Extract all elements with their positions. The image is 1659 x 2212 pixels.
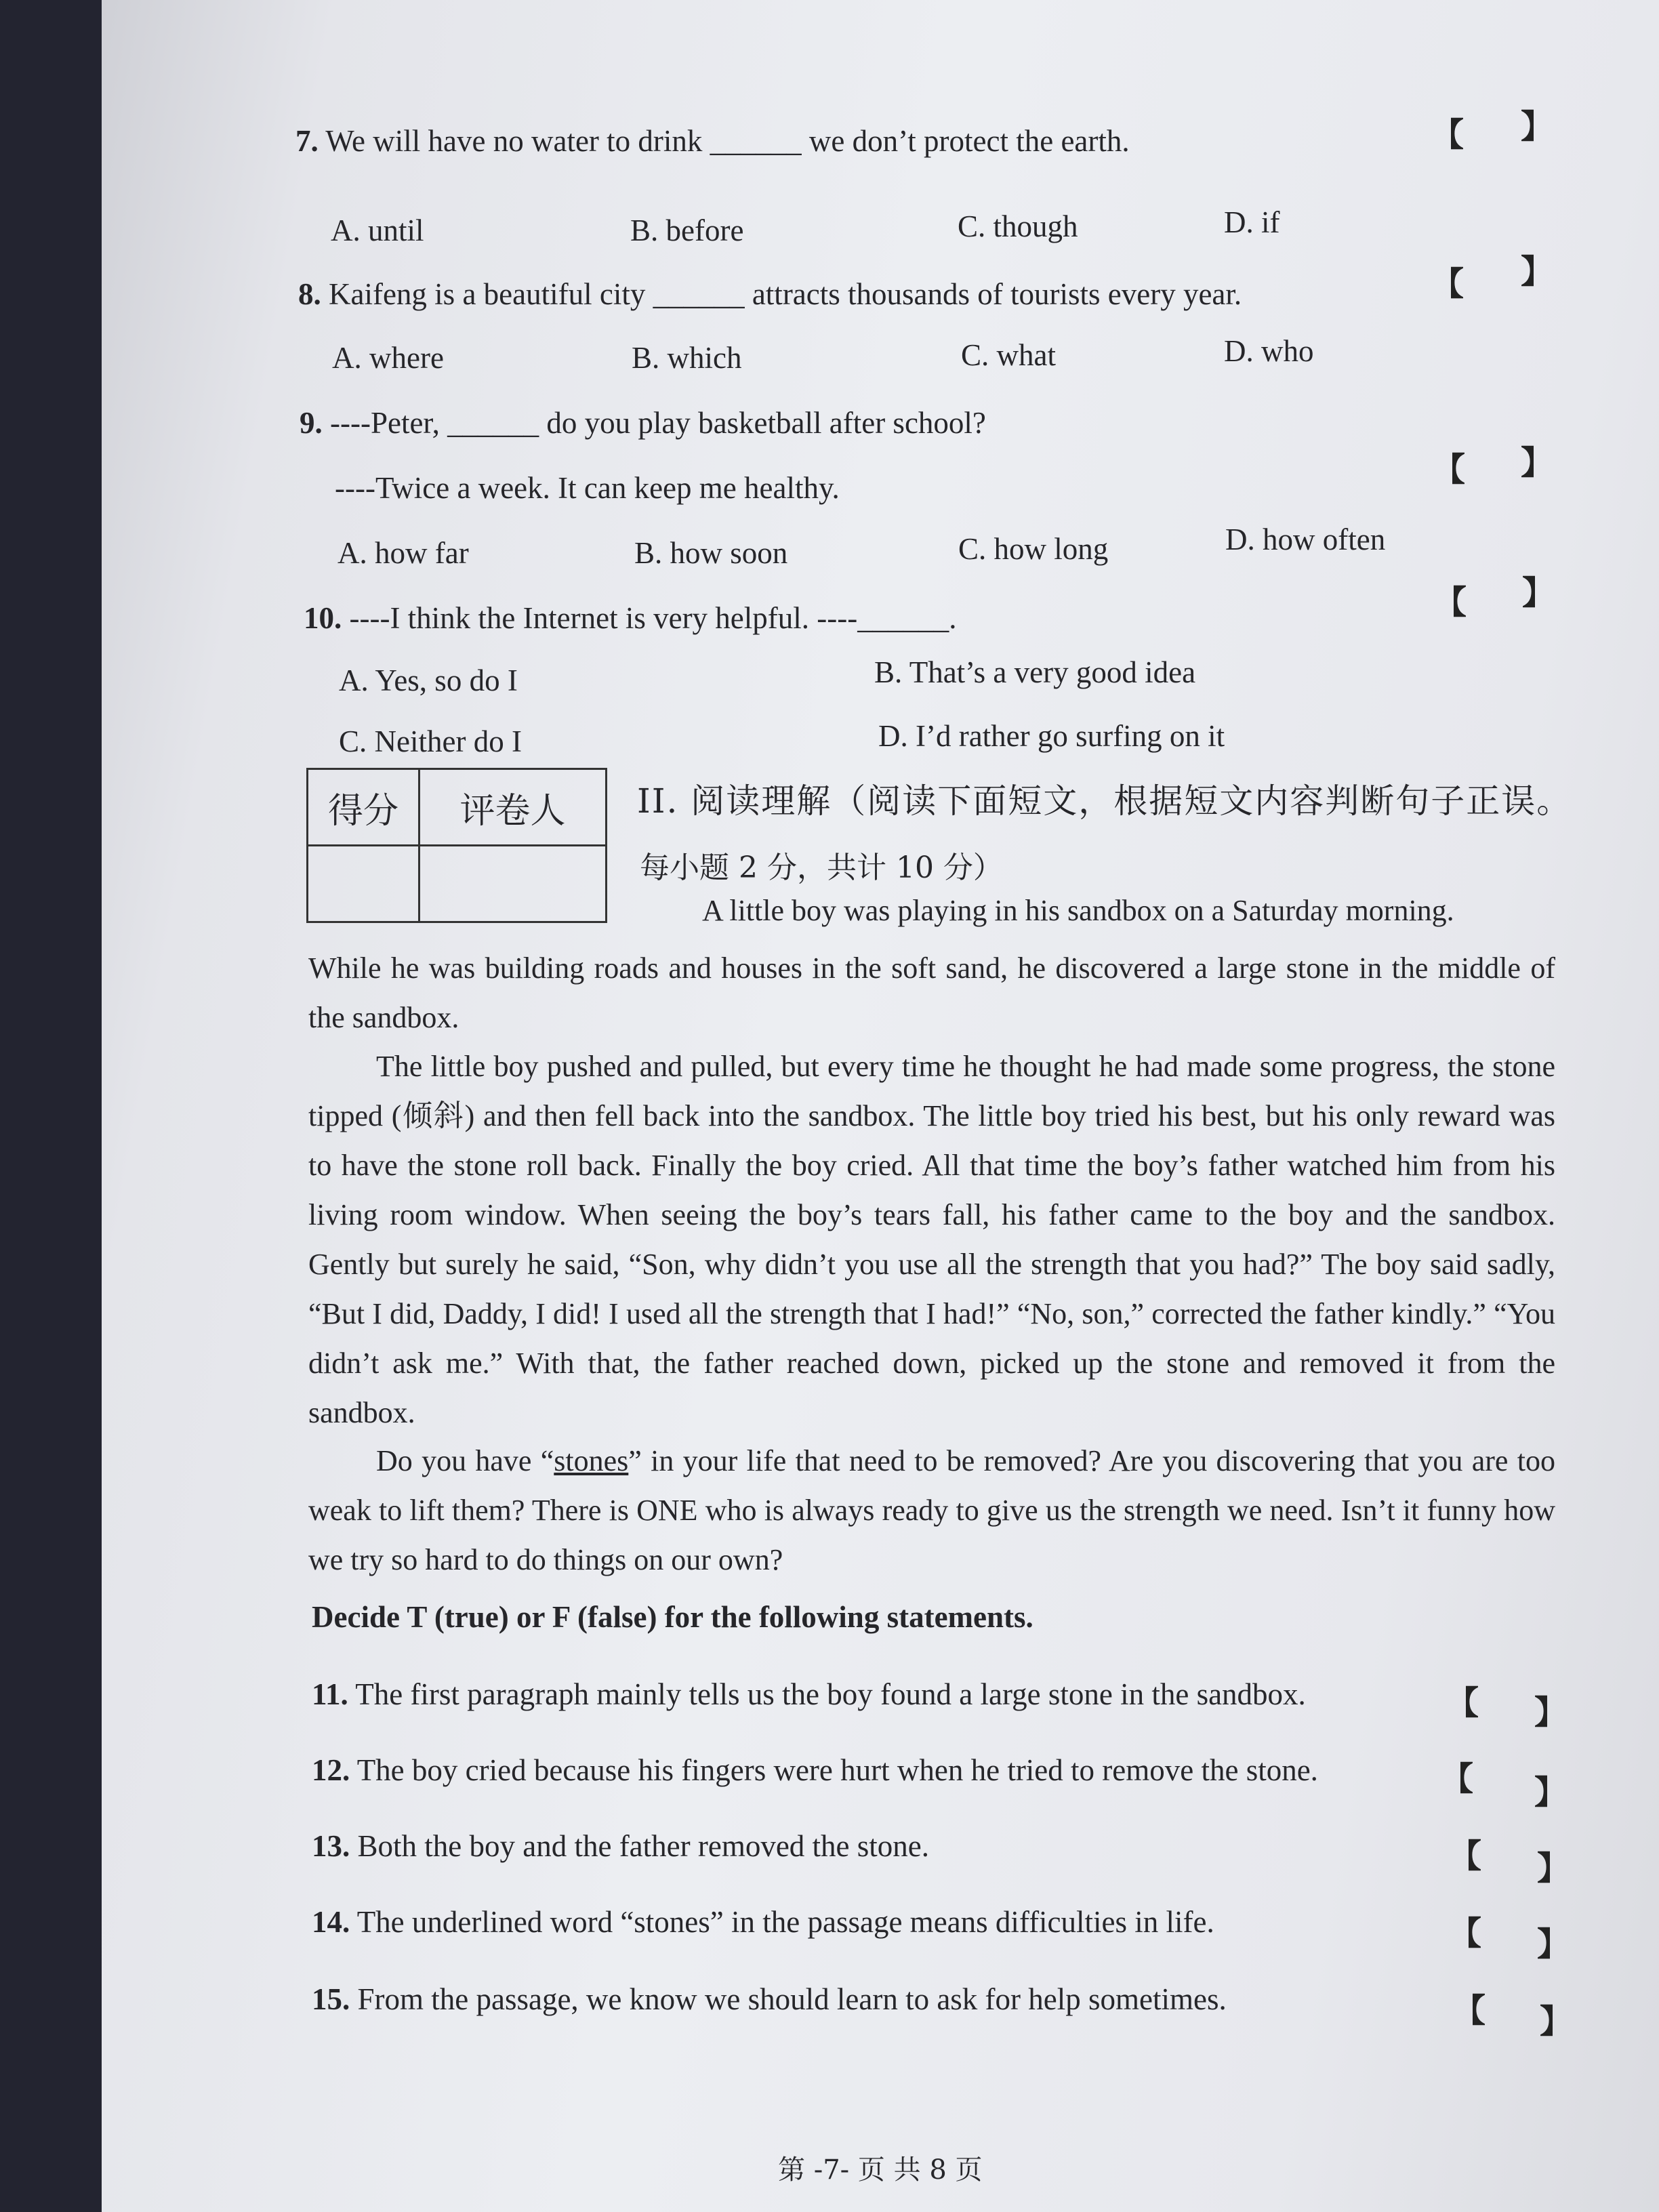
question-9-reply: ----Twice a week. It can keep me healthy. <box>335 471 840 505</box>
answer-bracket-open-13[interactable]: 【 <box>1449 1837 1482 1875</box>
answer-bracket-close-11: 】 <box>1534 1694 1568 1732</box>
answer-bracket-close-12: 】 <box>1534 1774 1568 1811</box>
option-10d: D. I’d rather go surfing on it <box>878 719 1225 753</box>
answer-bracket-close-14: 】 <box>1537 1925 1570 1963</box>
option-7b: B. before <box>630 213 744 247</box>
passage-paragraph-3: Do you have “stones” in your life that need to be removed? Are you discovering that you are too weak to lift them? There is ONE who is always ready to give us the strength we need. Isn’t it funny how we try so hard to do things on our own? <box>308 1444 1555 1576</box>
answer-bracket-open-11[interactable]: 【 <box>1446 1684 1479 1722</box>
answer-bracket-open-7[interactable]: 【 <box>1431 116 1465 154</box>
option-8c: C. what <box>961 338 1056 372</box>
passage-paragraph-1: While he was building roads and houses in the soft sand, he discovered a large stone in the middle of the sandbox. <box>308 951 1555 1034</box>
question-13: 13. Both the boy and the father removed the stone. <box>312 1829 930 1863</box>
option-9c: C. how long <box>958 532 1109 566</box>
answer-bracket-open-15[interactable]: 【 <box>1453 1992 1486 2030</box>
score-header: 得分 <box>308 769 419 846</box>
answer-bracket-close-15: 】 <box>1540 2003 1573 2041</box>
question-15: 15. From the passage, we know we should learn to ask for help sometimes. <box>312 1982 1227 2016</box>
option-7a: A. until <box>331 213 424 247</box>
option-7d: D. if <box>1224 205 1280 239</box>
answer-bracket-open-9[interactable]: 【 <box>1433 451 1466 489</box>
question-14: 14. The underlined word “stones” in the passage means difficulties in life. <box>312 1905 1214 1939</box>
section-title: II. 阅读理解（阅读下面短文，根据短文内容判断句子正误。 <box>637 781 1572 821</box>
question-8: 8. Kaifeng is a beautiful city ______ attracts thousands of tourists every year. <box>298 277 1242 311</box>
page-number: 第 -7- 页 共 8 页 <box>778 2154 983 2186</box>
passage-paragraph-2: The little boy pushed and pulled, but every time he thought he had made some progress, the stone tipped (倾斜) and then fell back into the sandbox. The little boy tried his best, but his only reward was to have the stone roll back. Finally the boy cried. All that time the boy’s father watched him from his living room window. When seeing the boy’s tears fall, his father came to the boy and the sandbox. Gently but surely he said, “Son, why didn’t you use all the strength that you had?” The boy said sadly, “But I did, Daddy, I did! I used all the strength that I had!” “No, son,” corrected the father kindly.” “You didn’t ask me.” With that, the father reached down, picked up the stone and removed it from the sandbox. <box>308 1050 1555 1429</box>
question-10: 10. ----I think the Internet is very helpful. ----______. <box>304 601 957 635</box>
option-9d: D. how often <box>1225 523 1386 556</box>
grader-header: 评卷人 <box>419 769 607 846</box>
option-7c: C. though <box>958 209 1078 243</box>
grader-cell[interactable] <box>419 846 607 922</box>
option-9b: B. how soon <box>634 536 788 570</box>
answer-bracket-open-12[interactable]: 【 <box>1441 1760 1474 1798</box>
option-10b: B. That’s a very good idea <box>874 655 1196 689</box>
answer-bracket-close-13: 】 <box>1537 1849 1570 1887</box>
question-7: 7. We will have no water to drink ______ we don’t protect the earth. <box>295 124 1130 158</box>
score-table <box>306 768 607 923</box>
question-12: 12. The boy cried because his fingers were hurt when he tried to remove the stone. <box>312 1753 1318 1787</box>
option-8b: B. which <box>632 341 742 375</box>
score-cell[interactable] <box>308 846 419 922</box>
tf-instruction: Decide T (true) or F (false) for the following statements. <box>312 1600 1033 1634</box>
section-subtitle: 每小题 2 分，共计 10 分） <box>640 851 1003 885</box>
option-10a: A. Yes, so do I <box>339 663 518 697</box>
answer-bracket-open-8[interactable]: 【 <box>1431 265 1465 303</box>
answer-bracket-close-9: 】 <box>1521 444 1554 482</box>
answer-bracket-close-10: 】 <box>1522 574 1555 612</box>
option-9a: A. how far <box>337 536 469 570</box>
question-9: 9. ----Peter, ______ do you play basketball after school? <box>300 406 986 440</box>
option-8d: D. who <box>1224 334 1314 368</box>
answer-bracket-close-8: 】 <box>1521 253 1554 291</box>
answer-bracket-close-7: 】 <box>1521 108 1554 146</box>
underlined-word-stones: stones <box>554 1444 629 1477</box>
option-10c: C. Neither do I <box>339 724 522 758</box>
option-8a: A. where <box>332 341 444 375</box>
answer-bracket-open-14[interactable]: 【 <box>1449 1914 1482 1952</box>
passage-paragraph-1-line-1: A little boy was playing in his sandbox on a Saturday morning. <box>702 894 1454 927</box>
question-11: 11. The first paragraph mainly tells us the boy found a large stone in the sandbox. <box>312 1677 1306 1711</box>
answer-bracket-open-10[interactable]: 【 <box>1434 583 1467 621</box>
